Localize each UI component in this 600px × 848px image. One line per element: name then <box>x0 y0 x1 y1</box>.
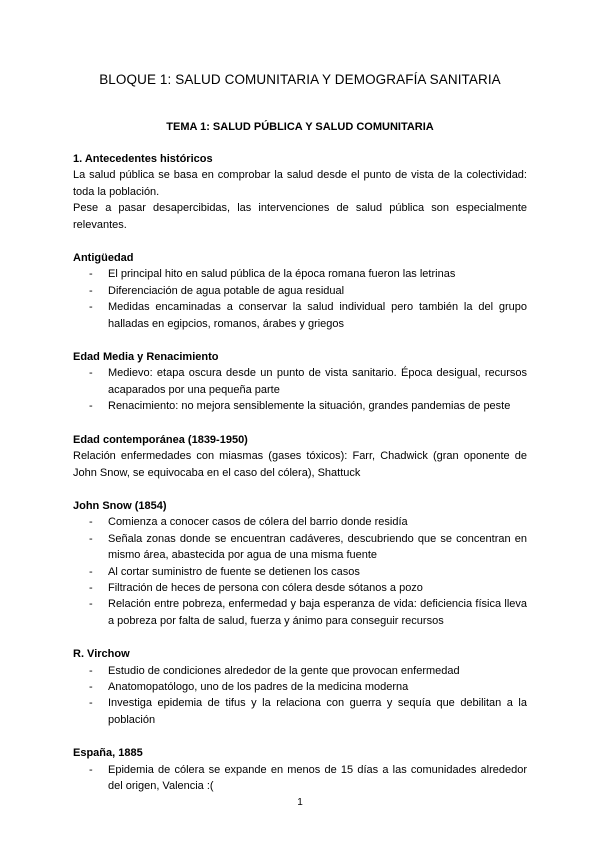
list-item <box>73 679 527 695</box>
list-item <box>73 299 527 332</box>
bullet-list <box>73 663 527 729</box>
paragraph: La salud pública se basa en comprobar la salud desde el punto de vista de la colectividad: toda la población. <box>73 169 527 198</box>
list-item-text: Diferenciación de agua potable de agua residual <box>108 284 345 297</box>
list-item-text: Filtración de heces de persona con cólera desde sótanos a pozo <box>108 581 423 594</box>
list-item <box>73 398 527 414</box>
bullet-marker: - <box>89 598 93 611</box>
list-item <box>73 564 527 580</box>
list-item <box>73 283 527 299</box>
topic-title: TEMA 1: SALUD PÚBLICA Y SALUD COMUNITARIA <box>166 121 434 133</box>
list-item-text: Medievo: etapa oscura desde un punto de vista sanitario. Época desigual, recursos acaparados por una pequeña parte <box>108 367 527 396</box>
bullet-marker: - <box>89 697 93 710</box>
bullet-marker: - <box>89 565 93 578</box>
section <box>73 250 527 332</box>
section <box>73 498 527 629</box>
list-item-text: Al cortar suministro de fuente se detienen los casos <box>108 565 360 578</box>
list-item-text: Relación entre pobreza, enfermedad y baja esperanza de vida: deficiencia física lleva a pobreza por falta de salud, fuerza y ánimo para conseguir recursos <box>108 598 527 627</box>
list-item-text: Renacimiento: no mejora sensiblemente la situación, grandes pandemias de peste <box>108 400 511 413</box>
page-number: 1 <box>297 797 303 808</box>
bullet-marker: - <box>89 664 93 677</box>
section <box>73 151 527 233</box>
paragraph: Pese a pasar desapercibidas, las intervenciones de salud pública son especialmente relevantes. <box>73 202 527 231</box>
bullet-list <box>73 514 527 629</box>
section-heading: John Snow (1854) <box>73 499 167 512</box>
list-item-text: El principal hito en salud pública de la época romana fueron las letrinas <box>108 268 456 281</box>
bullet-marker: - <box>89 532 93 545</box>
section-heading: Antigüedad <box>73 252 134 265</box>
bullet-list <box>73 266 527 332</box>
list-item-text: Señala zonas donde se encuentran cadáveres, descubriendo que se concentran en mismo área, abastecida por agua de una misma fuente <box>108 532 527 562</box>
document-body <box>73 151 527 811</box>
bullet-marker: - <box>89 400 93 413</box>
section <box>73 349 527 415</box>
document-title: BLOQUE 1: SALUD COMUNITARIA Y DEMOGRAFÍA SANITARIA <box>99 72 501 87</box>
list-item <box>73 762 527 795</box>
section-heading: R. Virchow <box>73 648 130 661</box>
bullet-marker: - <box>89 301 93 314</box>
list-item <box>73 695 527 728</box>
bullet-marker: - <box>89 581 93 594</box>
bullet-marker: - <box>89 284 93 297</box>
bullet-marker: - <box>89 680 93 693</box>
bullet-list <box>73 365 527 414</box>
bullet-marker: - <box>89 367 93 380</box>
paragraph: Relación enfermedades con miasmas (gases tóxicos): Farr, Chadwick (gran oponente de John Snow, se equivocaba en el caso del cólera), Shattuck <box>73 450 527 479</box>
section-heading: 1. Antecedentes históricos <box>73 153 213 165</box>
list-item <box>73 531 527 564</box>
section-heading: Edad Media y Renacimiento <box>73 351 219 364</box>
list-item <box>73 514 527 530</box>
list-item <box>73 663 527 679</box>
list-item <box>73 365 527 398</box>
section <box>73 432 527 481</box>
section <box>73 646 527 728</box>
bullet-marker: - <box>89 516 93 529</box>
section-heading: Edad contemporánea (1839-1950) <box>73 433 248 446</box>
list-item-text: Anatomopatólogo, uno de los padres de la medicina moderna <box>108 680 409 693</box>
section <box>73 745 527 794</box>
list-item <box>73 580 527 596</box>
list-item-text: Medidas encaminadas a conservar la salud individual pero también la del grupo halladas en egipcios, romanos, árabes y griegos <box>108 301 527 330</box>
list-item <box>73 596 527 629</box>
section-heading: España, 1885 <box>73 747 143 760</box>
list-item-text: Estudio de condiciones alrededor de la gente que provocan enfermedad <box>108 664 460 677</box>
list-item-text: Comienza a conocer casos de cólera del barrio donde residía <box>108 516 408 529</box>
list-item-text: Epidemia de cólera se expande en menos de 15 días a las comunidades alrededor del origen, Valencia :( <box>108 763 527 792</box>
bullet-list <box>73 762 527 795</box>
list-item-text: Investiga epidemia de tifus y la relaciona con guerra y sequía que debilitan a la población <box>108 697 527 726</box>
bullet-marker: - <box>89 268 93 281</box>
bullet-marker: - <box>89 763 93 776</box>
list-item <box>73 266 527 282</box>
